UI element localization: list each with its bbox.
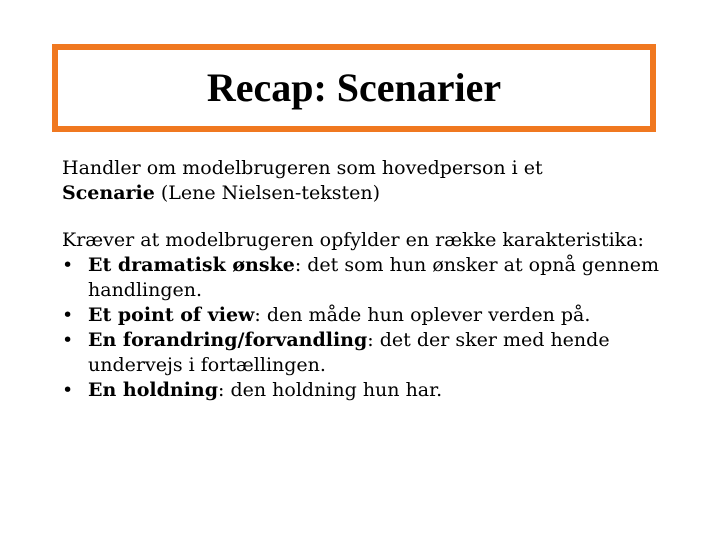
intro-suffix: (Lene Nielsen-teksten)	[154, 182, 381, 204]
slide-body	[62, 156, 702, 403]
list-item	[62, 253, 702, 303]
list-item	[62, 378, 702, 403]
requirements-block	[62, 228, 702, 403]
title-box	[52, 44, 656, 132]
bullet-icon: •	[62, 254, 74, 276]
list-item-desc: : det som hun ønsker at opnå gennem handlingen.	[88, 254, 659, 301]
requirements-list	[62, 253, 702, 403]
list-item	[62, 303, 702, 328]
list-item-desc: : det der sker med hende undervejs i fortællingen.	[88, 329, 610, 376]
list-item-term: En forandring/forvandling	[88, 329, 368, 351]
intro-term: Scenarie	[62, 182, 155, 204]
intro-prefix: Handler om modelbrugeren som hovedperson i et	[62, 157, 543, 179]
list-item-term: Et point of view	[88, 304, 255, 326]
list-item-desc: : den måde hun oplever verden på.	[254, 304, 591, 326]
intro-paragraph	[62, 156, 702, 206]
list-item	[62, 328, 702, 378]
list-item-desc: : den holdning hun har.	[218, 379, 443, 401]
list-item-term: Et dramatisk ønske	[88, 254, 295, 276]
list-item-term: En holdning	[88, 379, 219, 401]
bullet-icon: •	[62, 304, 74, 326]
bullet-icon: •	[62, 379, 74, 401]
slide-title: Recap: Scenarier	[206, 65, 502, 110]
requirements-lead: Kræver at modelbrugeren opfylder en række karakteristika:	[62, 229, 644, 251]
bullet-icon: •	[62, 329, 74, 351]
